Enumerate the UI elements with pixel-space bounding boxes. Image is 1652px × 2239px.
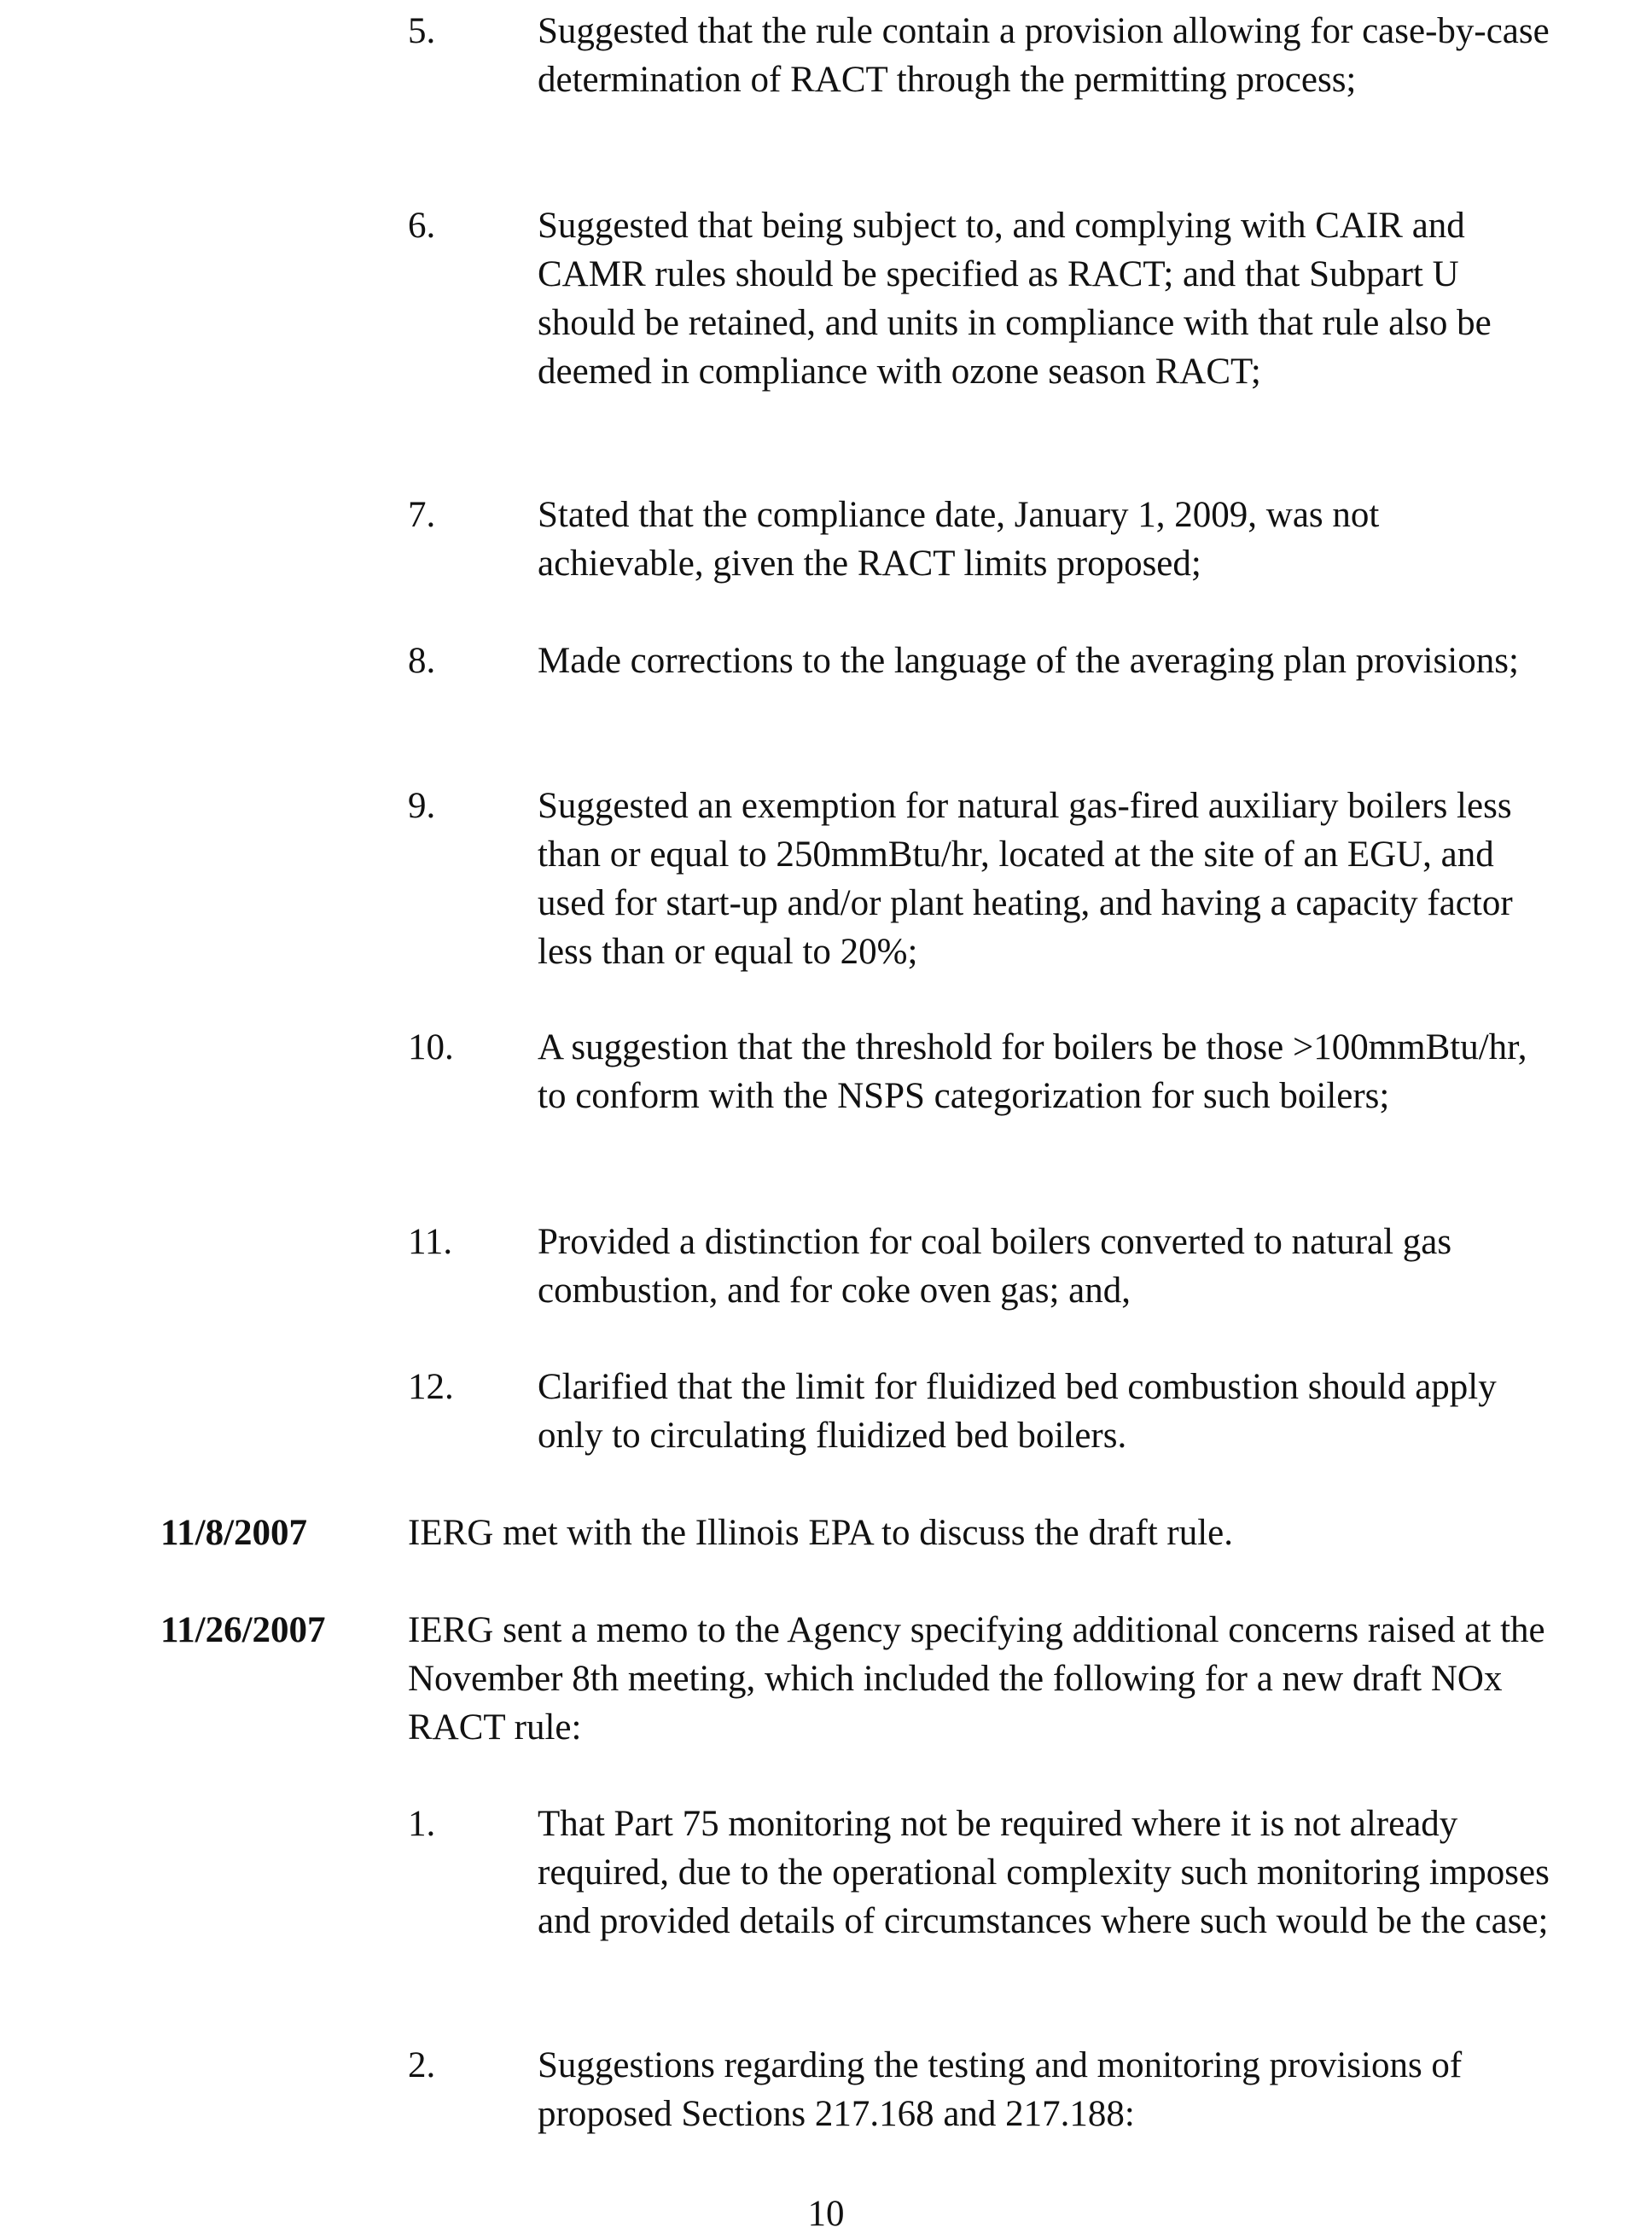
item-number: 7.	[408, 495, 436, 535]
item-text: Suggestions regarding the testing and monitoring provisions of proposed Sections 217.168 and 217.188:	[538, 2045, 1463, 2134]
item-number: 5.	[408, 11, 436, 51]
item-text: Made corrections to the language of the averaging plan provisions;	[538, 641, 1519, 681]
item-number: 9.	[408, 786, 436, 826]
item-text: Suggested an exemption for natural gas-fired auxiliary boilers less than or equal to 250mmBtu/hr, located at the site of an EGU, and used for start-up and/or plant heating, and having a capacity factor less than or equal to 20%;	[538, 786, 1513, 972]
item-text: Suggested that the rule contain a provision allowing for case-by-case determination of RACT through the permitting process;	[538, 11, 1550, 100]
page-number: 10	[807, 2194, 845, 2234]
item-number: 11.	[408, 1222, 453, 1262]
item-text: Clarified that the limit for fluidized bed combustion should apply only to circulating fluidized bed boilers.	[538, 1367, 1497, 1456]
entry-text: IERG sent a memo to the Agency specifying additional concerns raised at the November 8th meeting, which included the following for a new draft NOx RACT rule:	[408, 1610, 1545, 1748]
item-text: That Part 75 monitoring not be required where it is not already required, due to the operational complexity such monitoring imposes and provided details of circumstances where such would be the case;	[538, 1804, 1550, 1941]
item-number: 8.	[408, 641, 436, 681]
item-text: Provided a distinction for coal boilers converted to natural gas combustion, and for coke oven gas; and,	[538, 1222, 1452, 1311]
item-number: 12.	[408, 1367, 454, 1407]
item-number: 6.	[408, 206, 436, 246]
item-text: Stated that the compliance date, January 1, 2009, was not achievable, given the RACT limits proposed;	[538, 495, 1380, 584]
item-text: Suggested that being subject to, and complying with CAIR and CAMR rules should be specified as RACT; and that Subpart U should be retained, and units in compliance with that rule also be deemed in compliance with ozone season RACT;	[538, 206, 1492, 392]
item-text: A suggestion that the threshold for boilers be those >100mmBtu/hr, to conform with the NSPS categorization for such boilers;	[538, 1027, 1527, 1116]
entry-date: 11/8/2007	[160, 1513, 308, 1553]
entry-text: IERG met with the Illinois EPA to discuss the draft rule.	[408, 1513, 1234, 1553]
item-number: 10.	[408, 1027, 454, 1067]
item-number: 2.	[408, 2045, 436, 2085]
entry-date: 11/26/2007	[160, 1610, 326, 1650]
item-number: 1.	[408, 1804, 436, 1844]
